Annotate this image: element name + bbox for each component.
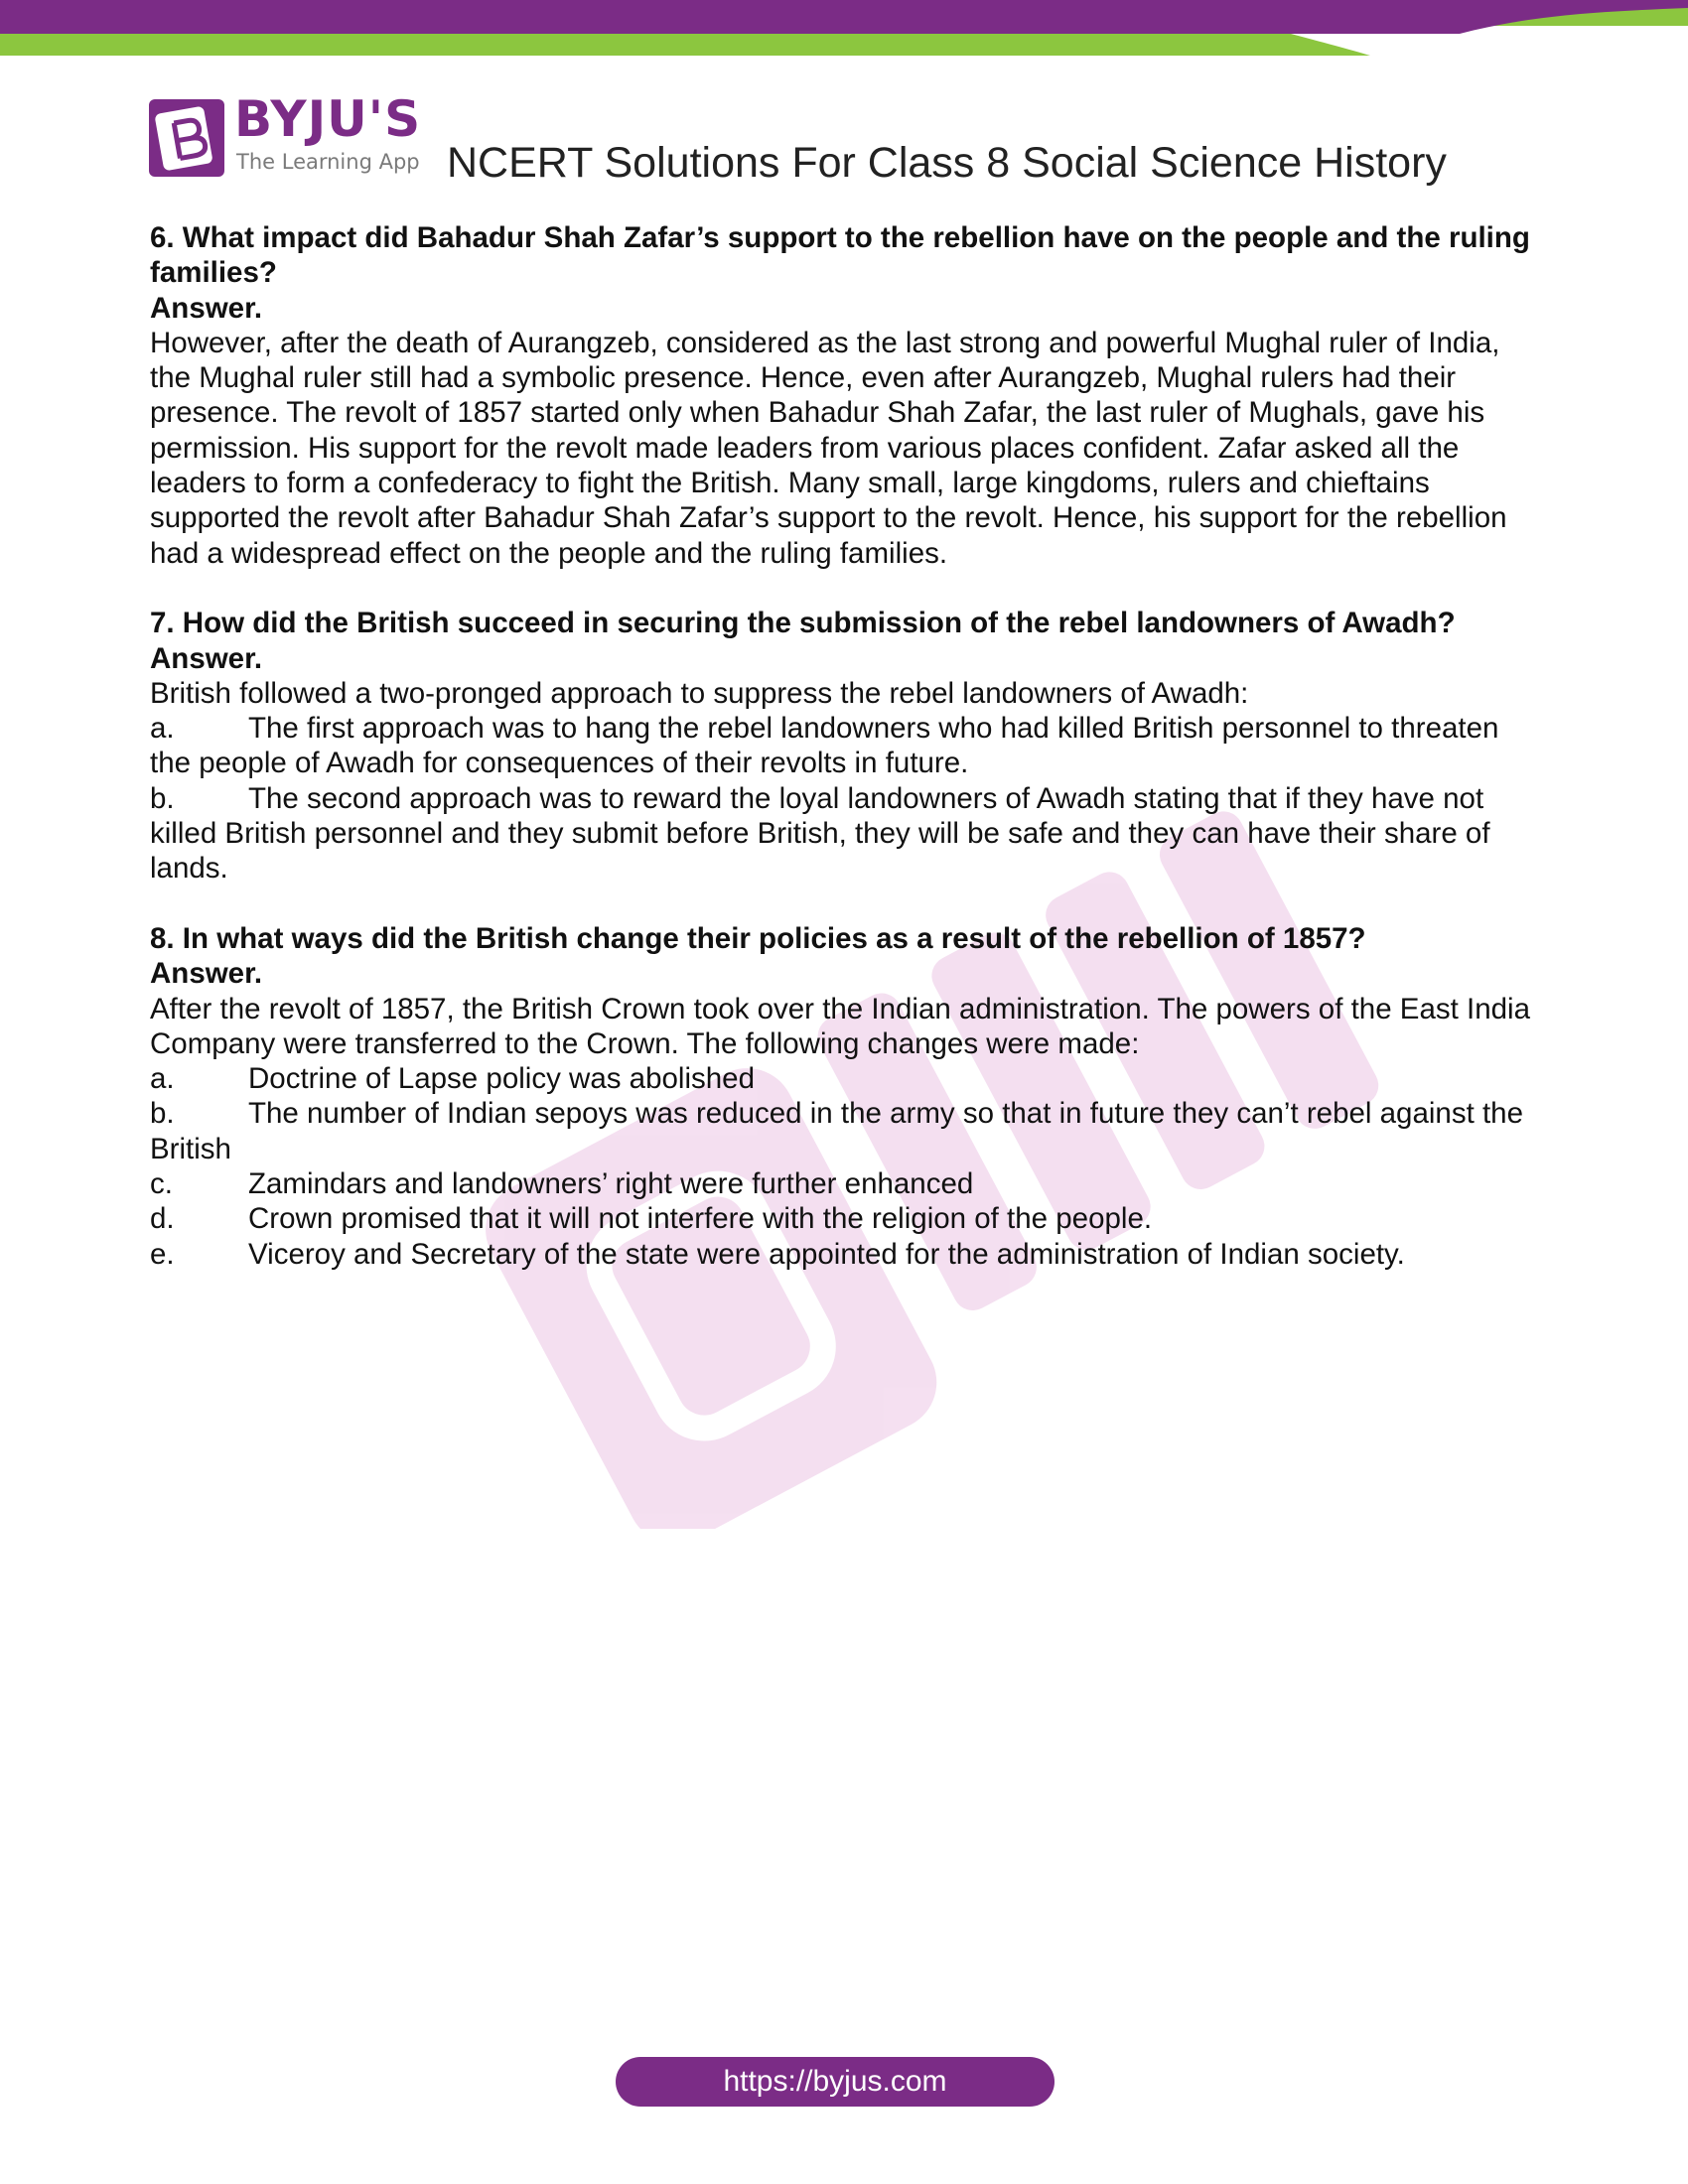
list-marker: b. — [150, 781, 175, 815]
byjus-logo — [149, 90, 447, 181]
list-item-text: Crown promised that it will not interfere with the religion of the people. — [248, 1202, 1153, 1236]
qa-block-7 — [150, 606, 1545, 886]
list-item — [150, 1201, 1545, 1236]
list-marker: a. — [150, 712, 175, 746]
list-item — [150, 1166, 1545, 1201]
logo-b-icon — [149, 99, 224, 177]
question-text: 8. In what ways did the British change their policies as a result of the rebellion of 1857? — [150, 921, 1366, 955]
list-item — [150, 1096, 1545, 1166]
list-marker: a. — [150, 1062, 175, 1096]
document-body — [150, 220, 1545, 1306]
list-item-text: The first approach was to hang the rebel landowners who had killed British personnel to threaten the people of Awadh for consequences of their revolts in future. — [150, 712, 1499, 780]
list-marker: d. — [150, 1202, 175, 1236]
answer-label: Answer. — [150, 641, 263, 675]
question-text: 6. What impact did Bahadur Shah Zafar’s support to the rebellion have on the people and the ruling families? — [150, 221, 1530, 290]
qa-block-8 — [150, 921, 1545, 1272]
list-marker: b. — [150, 1097, 175, 1131]
list-marker: e. — [150, 1237, 175, 1271]
answer-label: Answer. — [150, 957, 263, 991]
answer-paragraph: British followed a two-pronged approach to suppress the rebel landowners of Awadh: — [150, 676, 1249, 710]
logo-tagline: The Learning App — [236, 150, 420, 174]
answer-label: Answer. — [150, 291, 263, 325]
logo-wordmark: BYJU'S — [234, 90, 422, 148]
list-item — [150, 1237, 1545, 1272]
list-item — [150, 1061, 1545, 1096]
list-marker: c. — [150, 1167, 173, 1201]
qa-block-6 — [150, 220, 1545, 571]
answer-paragraph: After the revolt of 1857, the British Crown took over the Indian administration. The powers of the East India Company were transferred to the Crown. The following changes were made: — [150, 992, 1530, 1060]
top-purple-band — [0, 0, 1688, 34]
footer-url-link[interactable]: https://byjus.com — [616, 2057, 1055, 2107]
question-text: 7. How did the British succeed in securing the submission of the rebel landowners of Awadh? — [150, 607, 1456, 640]
list-item — [150, 711, 1545, 781]
top-green-stripe — [0, 34, 1370, 56]
top-color-band — [0, 0, 1688, 62]
list-item-text: The number of Indian sepoys was reduced in the army so that in future they can’t rebel against the British — [150, 1097, 1523, 1165]
answer-paragraph: However, after the death of Aurangzeb, considered as the last strong and powerful Mughal ruler of India, the Mughal ruler still had a symbolic presence. Hence, even after Aurangzeb, Mughal rulers had their presence. The revolt of 1857 started only when Bahadur Shah Zafar, the last ruler of Mughals, gave his permission. His support for the revolt made leaders from various places confident. Zafar asked all the leaders to form a confederacy to fight the British. Many small, large kingdoms, rulers and chieftains supported the revolt after Bahadur Shah Zafar’s support to the revolt. Hence, his support for the rebellion had a widespread effect on the people and the ruling families. — [150, 326, 1507, 570]
list-item — [150, 781, 1545, 887]
list-item-text: Zamindars and landowners’ right were further enhanced — [248, 1167, 974, 1201]
list-item-text: Doctrine of Lapse policy was abolished — [248, 1062, 755, 1096]
page-title: NCERT Solutions For Class 8 Social Science History — [447, 139, 1447, 187]
page-header — [149, 90, 1539, 195]
list-item-text: Viceroy and Secretary of the state were appointed for the administration of Indian society. — [248, 1237, 1405, 1271]
list-item-text: The second approach was to reward the loyal landowners of Awadh stating that if they have not killed British personnel and they submit before British, they will be safe and they can have their share of lands. — [150, 781, 1490, 886]
